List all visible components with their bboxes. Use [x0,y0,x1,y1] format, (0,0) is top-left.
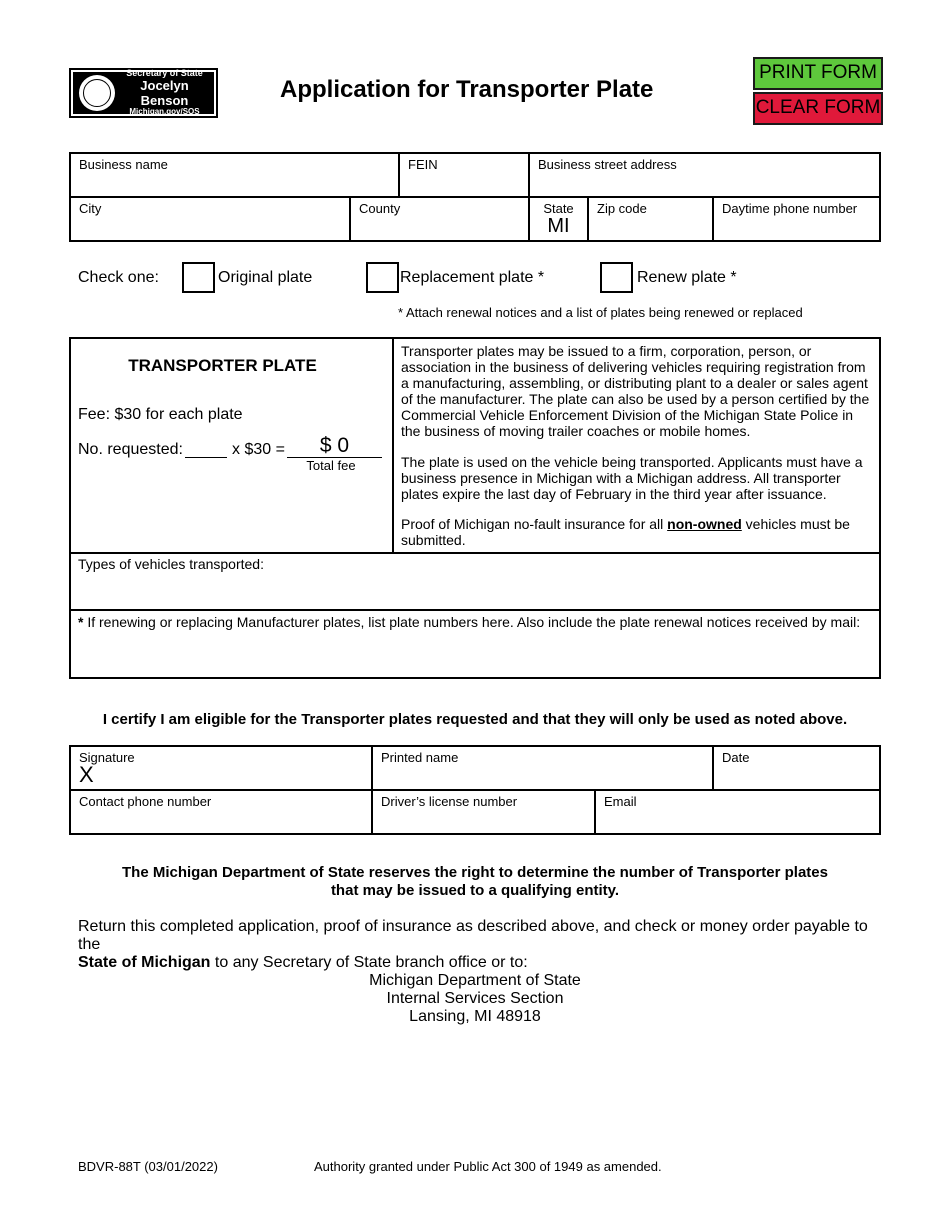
state-seal-icon [79,75,115,111]
county-field[interactable] [351,198,528,240]
replacement-plate-checkbox[interactable] [366,262,399,293]
check-one-label: Check one: [78,269,159,286]
return-text-2: to any Secretary of State branch office or to: [210,954,528,971]
clear-form-button[interactable]: CLEAR FORM [753,92,883,125]
state-of-michigan: State of Michigan [78,954,211,971]
replacement-plate-label: Replacement plate * [400,269,545,286]
email-field[interactable] [596,791,879,833]
contact-phone-label: Contact phone number [79,794,212,809]
logo-line-1: Secretary of State [126,68,203,79]
total-fee-label: Total fee [306,458,356,473]
city-label: City [79,201,102,216]
signature-field[interactable] [71,747,371,789]
plate-numbers-field[interactable] [71,611,879,677]
zip-code-field[interactable] [589,198,712,240]
address-line-2: Internal Services Section [386,990,564,1007]
sos-logo [69,68,218,118]
form-id: BDVR-88T (03/01/2022) [78,1159,218,1174]
notice-line-1: The Michigan Department of State reserves the right to determine the number of Transporter plates [122,864,828,881]
printed-name-field[interactable] [373,747,712,789]
address-line-3: Lansing, MI 48918 [409,1008,541,1025]
multiplier-text: x $30 = [232,441,285,458]
renew-plate-checkbox[interactable] [600,262,633,293]
non-owned-emphasis: non-owned [667,516,742,532]
plate-numbers-label: If renewing or replacing Manufacturer plates, list plate numbers here. Also include the plate renewal notices received by mail: [83,614,861,630]
logo-line-2: Jocelyn Benson [140,78,189,108]
city-field[interactable] [71,198,349,240]
fein-label: FEIN [408,157,438,172]
description-paragraph-2: The plate is used on the vehicle being transported. Applicants must have a business presence in Michigan with a Michigan address. All transporter plates expire the last day of February in the third year after issuance. [401,454,863,502]
attach-note: * Attach renewal notices and a list of plates being renewed or replaced [398,305,803,320]
asterisk-mark: * [78,614,84,630]
notice-line-2: that may be issued to a qualifying entity. [330,882,620,899]
drivers-license-label: Driver’s license number [381,794,518,809]
state-value: MI [547,215,570,237]
original-plate-label: Original plate [218,269,313,286]
authority-text: Authority granted under Public Act 300 of 1949 as amended. [314,1159,662,1174]
date-label: Date [722,750,750,765]
daytime-phone-label: Daytime phone number [722,201,858,216]
certification-statement: I certify I am eligible for the Transporter plates requested and that they will only be used as noted above. [102,711,848,728]
print-form-button[interactable]: PRINT FORM [753,57,883,90]
daytime-phone-field[interactable] [714,198,879,240]
logo-line-3: Michigan.gov/SOS [129,106,200,116]
signature-label: Signature [79,750,135,765]
address-line-1: Michigan Department of State [369,972,581,989]
state-label: State [543,201,574,216]
printed-name-label: Printed name [381,750,459,765]
business-name-label: Business name [79,157,168,172]
original-plate-checkbox[interactable] [182,262,215,293]
description-paragraph-1: Transporter plates may be issued to a firm, corporation, person, or association in the business of delivering vehicles requiring registration from a manufacturing, assembling, or distributing plant to a dealer or sales agent of the manufacturer. The plate can also be used by a person certified by the Commercial Vehicle Enforcement Division of the Michigan State Police in the business of moving trailer coaches or mobile homes. [401,343,870,439]
no-requested-label: No. requested: [78,441,183,458]
page-title: Application for Transporter Plate [280,76,654,103]
insurance-text-c: vehicles must be submitted. [401,516,850,548]
return-text-1: Return this completed application, proof of insurance as described above, and check or money order payable to the [78,918,868,953]
insurance-text-a: Proof of Michigan no-fault insurance for all [401,516,668,532]
vehicle-types-field[interactable] [71,554,879,609]
date-field[interactable] [714,747,879,789]
fee-text: Fee: $30 for each plate [78,406,243,423]
renew-plate-label: Renew plate * [637,269,737,286]
description-paragraph-3 [401,516,873,548]
business-name-field[interactable] [71,154,398,196]
signature-x-mark: X [79,762,94,787]
plate-heading: TRANSPORTER PLATE [128,356,317,375]
street-address-field[interactable] [530,154,879,196]
email-label: Email [604,794,637,809]
mailing-address [300,972,650,1026]
county-label: County [359,201,401,216]
state-field[interactable] [530,198,587,240]
fein-field[interactable] [400,154,528,196]
drivers-license-field[interactable] [373,791,594,833]
street-address-label: Business street address [538,157,677,172]
no-requested-input[interactable] [185,441,227,458]
return-instructions [78,918,878,972]
vehicle-types-label: Types of vehicles transported: [78,556,264,572]
contact-phone-field[interactable] [71,791,371,833]
zip-code-label: Zip code [597,201,647,216]
total-fee-value: $ 0 [287,435,382,458]
